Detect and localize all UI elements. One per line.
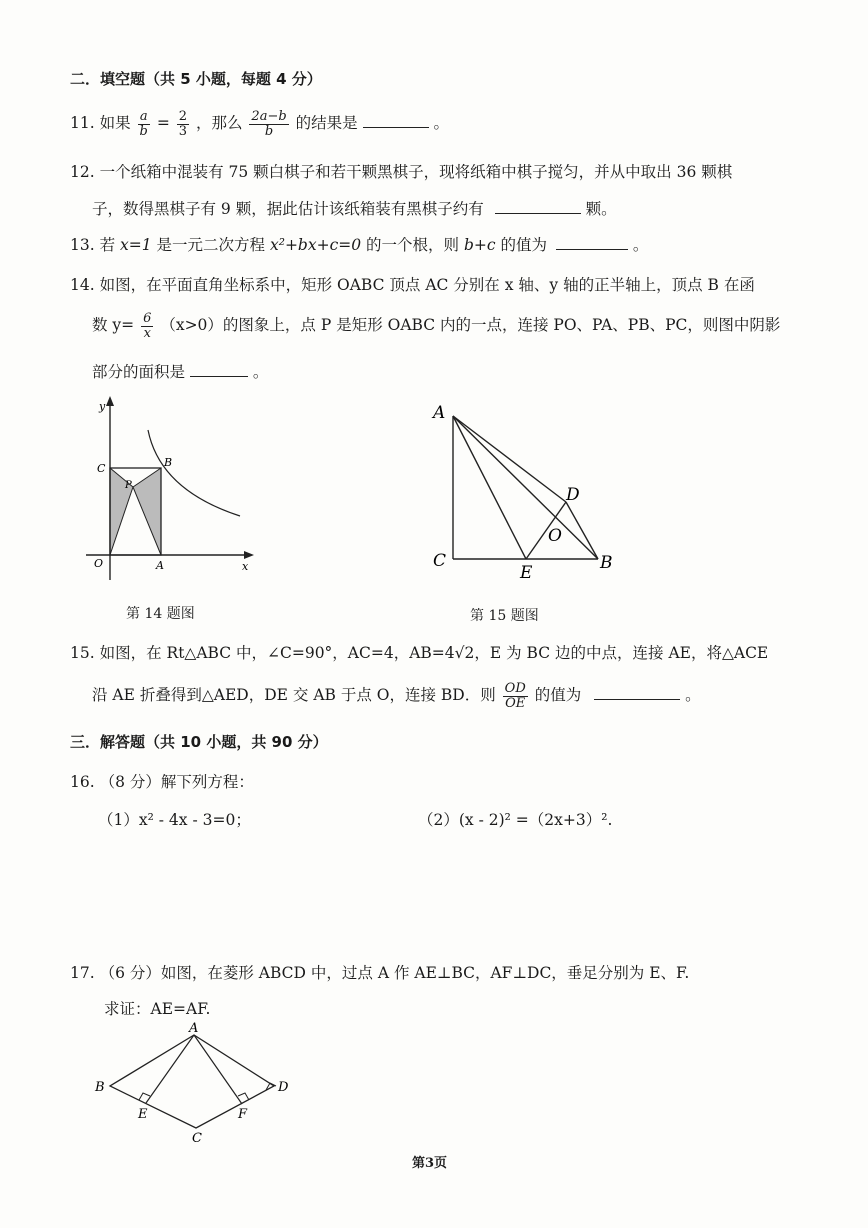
q15-answer-blank[interactable]	[594, 685, 680, 700]
q15-fraction-OD-over-OE: $\frac{OD}{OE}$	[504, 681, 526, 711]
fig14-hyperbola	[148, 430, 240, 516]
q13-number: 13.	[70, 236, 95, 254]
q14-number: 14.	[70, 276, 95, 294]
fig14-x-arrow	[244, 551, 254, 559]
q11-number: 11.	[70, 114, 95, 133]
fig14-label-y: y	[99, 400, 106, 413]
fig17-label-B: B	[95, 1080, 105, 1095]
question-15-line-2: 沿 AE 折叠得到△AED，DE 交 AB 于点 O，连接 BD．则 $\frac{OD}{OE}$ 的值为 。	[92, 681, 701, 711]
fig15-label-C: C	[433, 551, 447, 571]
page-number: 第3页	[412, 1156, 448, 1171]
q16-number: 16.	[70, 773, 95, 791]
fig15-segment-DB	[566, 502, 598, 559]
question-14-line-1: 14. 如图，在平面直角坐标系中，矩形 OABC 顶点 AC 分别在 x 轴、y 轴的正半轴上，顶点 B 在函	[70, 276, 755, 294]
question-14-line-3: 部分的面积是 。	[92, 363, 269, 381]
fig15-label-A: A	[433, 403, 446, 423]
fig17-segment-AE	[146, 1035, 194, 1103]
fig17-segment-AF	[194, 1035, 242, 1104]
fig14-label-A: A	[156, 559, 164, 572]
fig15-label-D: D	[566, 485, 580, 505]
fig15-label-B: B	[600, 553, 613, 573]
section-3-title: 三．解答题（共 10 小题，共 90 分）	[70, 733, 328, 751]
q11-fraction-a-over-b: $\frac{a}{b}$	[139, 109, 148, 139]
q14-fraction-6-over-x: $\frac{6}{x}$	[143, 311, 152, 341]
fig14-label-O: O	[94, 557, 104, 570]
q15-number: 15.	[70, 644, 95, 662]
fig14-label-C: C	[97, 462, 106, 475]
fig15-segment-AD	[453, 416, 566, 502]
q11-text-a: 如果	[99, 114, 131, 133]
q13-answer-blank[interactable]	[556, 235, 628, 250]
figure-15	[428, 396, 628, 582]
fig17-label-E: E	[138, 1107, 148, 1122]
q12-answer-blank[interactable]	[495, 199, 581, 214]
q11-fraction-expression: $\frac{2a-b}{b}$	[251, 109, 287, 139]
fig17-label-A: A	[189, 1021, 199, 1036]
question-13: 13. 若 x=1 是一元二次方程 x²+bx+c=0 的一个根，则 b+c 的值为 。	[70, 236, 649, 254]
q16-part-1: （1）x² - 4x - 3=0；	[98, 811, 251, 829]
question-15-line-1: 15. 如图，在 Rt△ABC 中，∠C=90°，AC=4，AB=4√2，E 为 BC 边的中点，连接 AE，将△ACE	[70, 644, 769, 662]
q17-prove-statement: 求证：AE=AF.	[104, 1000, 211, 1018]
fig17-label-D: D	[278, 1080, 289, 1095]
fig15-segment-AE	[453, 416, 526, 559]
fig17-rhombus-ABCD	[110, 1035, 274, 1128]
question-14-line-2: 数 y= $\frac{6}{x}$ （x>0）的图象上，点 P 是矩形 OABC 内的一点，连接 PO、PA、PB、PC，则图中阴影	[92, 311, 781, 341]
figure-17	[88, 1020, 298, 1148]
fig15-caption: 第 15 题图	[470, 608, 539, 624]
fig14-label-x: x	[242, 560, 249, 573]
question-11: 11. 如果 $\frac{a}{b}$ = $\frac{2}{3}$ ，那么 $\frac{2a-b}{b}$ 的结果是 。	[70, 109, 450, 139]
fig17-right-angle-F	[238, 1093, 249, 1100]
fig17-label-F: F	[238, 1107, 248, 1122]
question-17: 17. （6 分）如图，在菱形 ABCD 中，过点 A 作 AE⊥BC，AF⊥DC，垂足分别为 E、F.	[70, 964, 690, 982]
q11-answer-blank[interactable]	[363, 113, 429, 128]
q17-number: 17.	[70, 964, 95, 982]
fig14-label-P: P	[125, 480, 132, 491]
fig15-label-E: E	[520, 563, 533, 582]
fig14-y-arrow	[106, 396, 114, 406]
fig15-label-O: O	[548, 526, 562, 546]
fig14-label-B: B	[164, 456, 173, 469]
q14-answer-blank[interactable]	[190, 362, 248, 377]
q11-fraction-2-over-3: $\frac{2}{3}$	[178, 109, 188, 139]
fig14-caption: 第 14 题图	[126, 606, 195, 622]
q12-number: 12.	[70, 163, 95, 181]
q16-part-2: （2）(x - 2)² =（2x+3）².	[418, 811, 613, 829]
fig14-shaded-right	[133, 468, 161, 555]
question-12-line-1: 12. 一个纸箱中混装有 75 颗白棋子和若干颗黑棋子，现将纸箱中棋子搅匀，并从中取出 36 颗棋	[70, 163, 733, 181]
section-2-title: 二．填空题（共 5 小题，每题 4 分）	[70, 70, 322, 88]
question-12-line-2: 子，数得黑棋子有 9 颗，据此估计该纸箱装有黑棋子约有 颗。	[92, 200, 617, 218]
fig17-label-C: C	[192, 1131, 202, 1146]
figure-14	[82, 392, 272, 582]
question-16: 16. （8 分）解下列方程：	[70, 773, 254, 791]
